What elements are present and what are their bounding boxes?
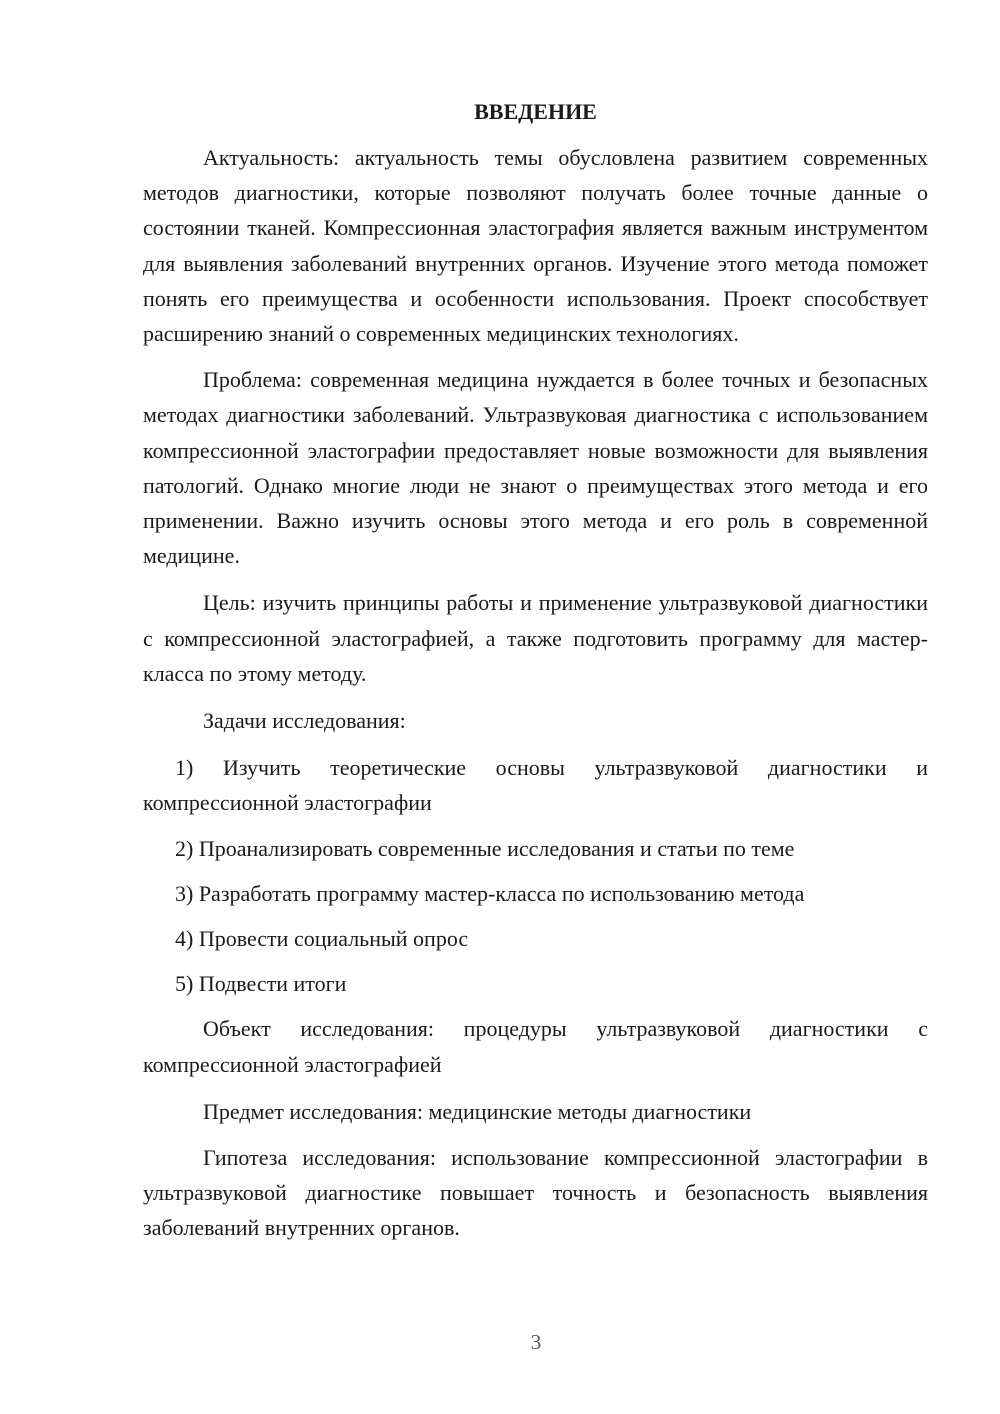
subject-paragraph: Предмет исследования: медицинские методы диагностики (203, 1098, 752, 1124)
task-item-3: 3) Разработать программу мастер-класса по использованию метода (175, 880, 805, 906)
task-item-5: 5) Подвести итоги (175, 971, 347, 997)
task-item-2: 2) Проанализировать современные исследования и статьи по теме (175, 835, 795, 861)
relevance-paragraph: Актуальность: актуальность темы обусловлена развитием современных методов диагностики, которые позволяют получать более точные данные о состоянии тканей. Компрессионная эластография является важным инструментом для выявления заболеваний внутренних органов. Изучение этого метода поможет понять его преимущества и особенности использования. Проект способствует расширению знаний о современных медицинских технологиях. (143, 145, 928, 347)
document-page (143, 94, 928, 1246)
goal-paragraph: Цель: изучить принципы работы и применение ультразвуковой диагностики с компрессионной эластографией, а также подготовить программу для мастер-класса по этому методу. (143, 590, 928, 686)
task-item-1: 1) Изучить теоретические основы ультразвуковой диагностики и компрессионной эластографии (143, 755, 928, 816)
hypothesis-paragraph: Гипотеза исследования: использование компрессионной эластографии в ультразвуковой диагностике повышает точность и безопасность выявления заболеваний внутренних органов. (143, 1145, 928, 1241)
page-number: 3 (530, 1330, 542, 1354)
problem-paragraph: Проблема: современная медицина нуждается в более точных и безопасных методах диагностики заболеваний. Ультразвуковая диагностика с использованием компрессионной эластографии предоставляет новые возможности для выявления патологий. Однако многие люди не знают о преимуществах этого метода и его применении. Важно изучить основы этого метода и его роль в современной медицине. (143, 367, 928, 569)
page-title: ВВЕДЕНИЕ (474, 99, 597, 124)
tasks-heading: Задачи исследования: (203, 708, 406, 734)
object-paragraph: Объект исследования: процедуры ультразвуковой диагностики с компрессионной эластографией (143, 1016, 928, 1077)
task-item-4: 4) Провести социальный опрос (175, 926, 469, 952)
